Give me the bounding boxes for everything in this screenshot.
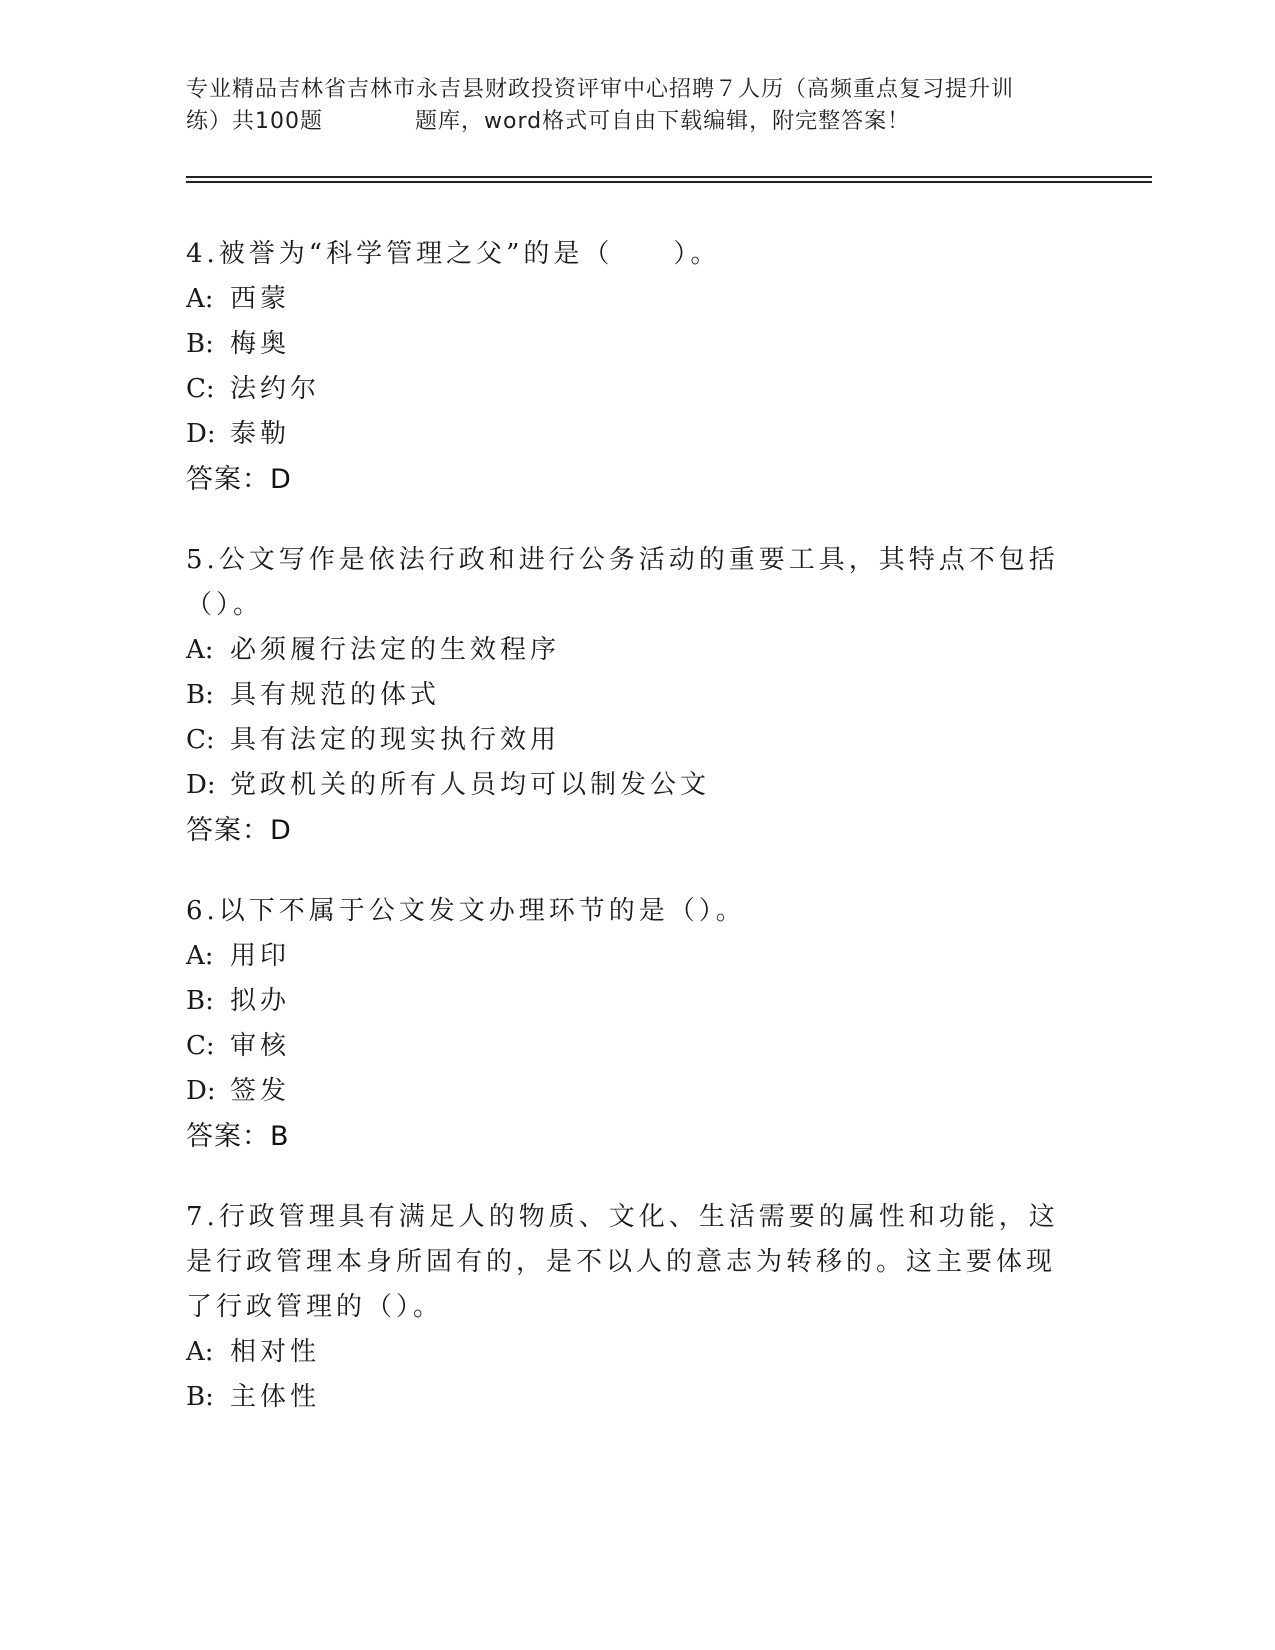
option-b <box>186 673 1066 718</box>
option-letter: A: <box>186 941 214 971</box>
answer-line: 答案：B <box>186 1121 290 1152</box>
option-c <box>186 718 1066 763</box>
document-header <box>186 74 1086 138</box>
question-item <box>186 538 1066 853</box>
answer-line: 答案：D <box>186 464 292 495</box>
option-b <box>186 979 1066 1024</box>
option-c <box>186 1024 1066 1069</box>
option-letter: B: <box>186 1382 214 1412</box>
option-letter: B: <box>186 986 214 1016</box>
option-letter: B: <box>186 680 214 710</box>
option-letter: B: <box>186 329 214 359</box>
option-d <box>186 412 1066 457</box>
option-a <box>186 628 1066 673</box>
option-a <box>186 1330 1066 1375</box>
header-divider-bottom <box>186 181 1152 183</box>
option-d <box>186 763 1066 808</box>
option-letter: A: <box>186 1337 214 1367</box>
option-text: 党政机关的所有人员均可以制发公文 <box>230 770 711 800</box>
option-d <box>186 1069 1066 1114</box>
question-stem: 4.被誉为“科学管理之父”的是（ ）。 <box>186 239 721 269</box>
option-letter: D: <box>186 770 216 800</box>
option-text: 审核 <box>230 1031 291 1061</box>
question-item <box>186 889 1066 1159</box>
header-divider-top <box>186 176 1152 178</box>
answer-line: 答案：D <box>186 815 292 846</box>
option-letter: D: <box>186 1076 216 1106</box>
question-item <box>186 1195 1066 1420</box>
header-line-2: 练）共100题 题库，word格式可自由下载编辑，附完整答案！ <box>186 109 911 134</box>
option-letter: A: <box>186 284 214 314</box>
option-letter: C: <box>186 1031 215 1061</box>
option-text: 拟办 <box>230 986 291 1016</box>
option-letter: C: <box>186 374 215 404</box>
option-text: 主体性 <box>230 1382 321 1412</box>
question-stem: 6.以下不属于公文发文办理环节的是（）。 <box>186 896 746 926</box>
option-text: 具有法定的现实执行效用 <box>230 725 561 755</box>
option-text: 必须履行法定的生效程序 <box>230 635 561 665</box>
question-stem: 5.公文写作是依法行政和进行公务活动的重要工具，其特点不包括（）。 <box>186 545 1059 620</box>
option-text: 相对性 <box>230 1337 321 1367</box>
option-letter: C: <box>186 725 215 755</box>
question-stem: 7.行政管理具有满足人的物质、文化、生活需要的属性和功能，这是行政管理本身所固有的，是不以人的意志为转移的。这主要体现了行政管理的（）。 <box>186 1202 1059 1322</box>
question-item <box>186 232 1066 502</box>
option-text: 西蒙 <box>230 284 291 314</box>
option-text: 泰勒 <box>230 419 291 449</box>
option-letter: D: <box>186 419 216 449</box>
option-text: 具有规范的体式 <box>230 680 441 710</box>
option-text: 梅奥 <box>230 329 291 359</box>
option-a <box>186 277 1066 322</box>
question-list <box>186 232 1066 1456</box>
option-text: 法约尔 <box>230 374 321 404</box>
option-text: 签发 <box>230 1076 291 1106</box>
option-a <box>186 934 1066 979</box>
header-line-1: 专业精品吉林省吉林市永吉县财政投资评审中心招聘７人历（高频重点复习提升训 <box>186 77 1015 102</box>
option-b <box>186 322 1066 367</box>
option-letter: A: <box>186 635 214 665</box>
option-text: 用印 <box>230 941 291 971</box>
option-c <box>186 367 1066 412</box>
option-b <box>186 1375 1066 1420</box>
